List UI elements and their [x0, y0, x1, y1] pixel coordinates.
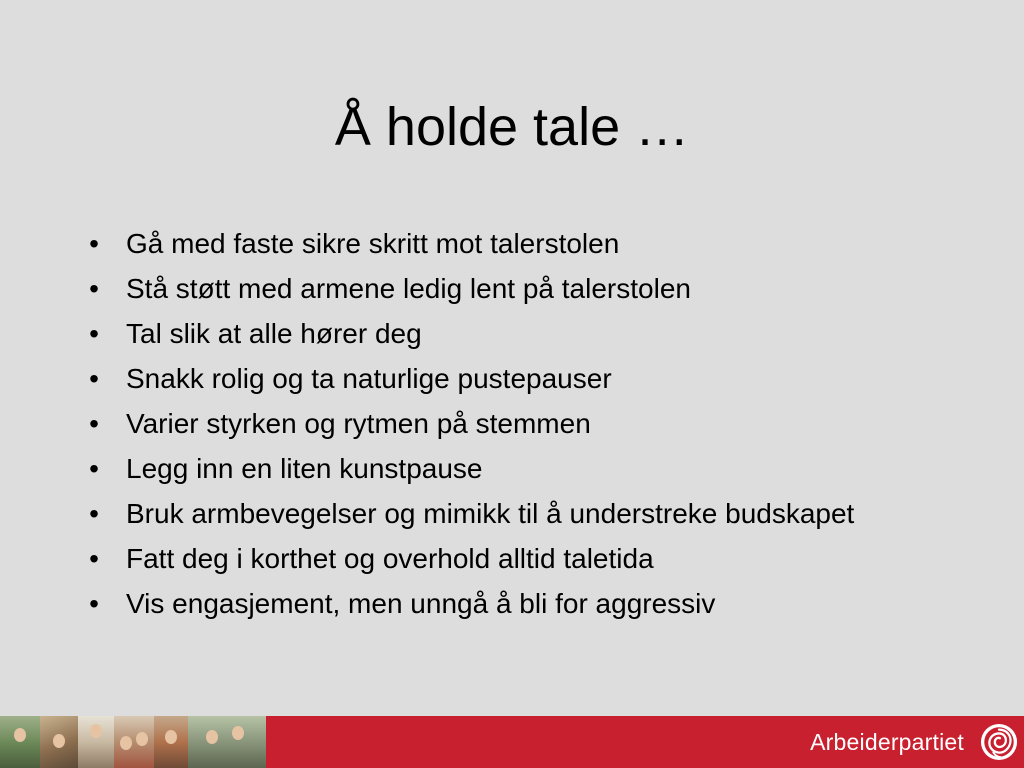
bullet-text: Tal slik at alle hører deg	[126, 318, 422, 349]
bullet-text: Gå med faste sikre skritt mot talerstolen	[126, 228, 620, 259]
bullet-icon: •	[89, 408, 99, 439]
footer-band	[0, 716, 1024, 768]
bullet-list	[84, 226, 884, 631]
photo-kids-playing	[154, 716, 188, 768]
photo-child	[40, 716, 78, 768]
bullet-item	[84, 451, 884, 487]
bullet-icon: •	[89, 543, 99, 574]
bullet-icon: •	[89, 453, 99, 484]
slide-title: Å holde tale …	[334, 97, 690, 157]
bullet-item	[84, 406, 884, 442]
bullet-item	[84, 496, 884, 532]
bullet-item	[84, 226, 884, 262]
bullet-text: Legg inn en liten kunstpause	[126, 453, 483, 484]
photo-cyclist	[0, 716, 40, 768]
bullet-text: Fatt deg i korthet og overhold alltid taletida	[126, 543, 654, 574]
photo-adults-talking	[188, 716, 266, 768]
bullet-icon: •	[89, 363, 99, 394]
bullet-icon: •	[89, 318, 99, 349]
bullet-item	[84, 271, 884, 307]
bullet-icon: •	[89, 498, 99, 529]
bullet-item	[84, 316, 884, 352]
bullet-item	[84, 361, 884, 397]
bullet-item	[84, 586, 884, 622]
brand-name: Arbeiderpartiet	[810, 729, 964, 755]
photo-elderly	[78, 716, 114, 768]
bullet-text: Bruk armbevegelser og mimikk til å understreke budskapet	[126, 498, 855, 529]
bullet-icon: •	[89, 228, 99, 259]
bullet-text: Vis engasjement, men unngå å bli for aggressiv	[126, 588, 716, 619]
bullet-item	[84, 541, 884, 577]
bullet-text: Stå støtt med armene ledig lent på talerstolen	[126, 273, 691, 304]
bullet-text: Snakk rolig og ta naturlige pustepauser	[126, 363, 612, 394]
photo-children	[114, 716, 154, 768]
people-photo-strip	[0, 716, 266, 768]
bullet-text: Varier styrken og rytmen på stemmen	[126, 408, 591, 439]
bullet-icon: •	[89, 273, 99, 304]
rose-logo-icon	[980, 723, 1018, 761]
bullet-icon: •	[89, 588, 99, 619]
